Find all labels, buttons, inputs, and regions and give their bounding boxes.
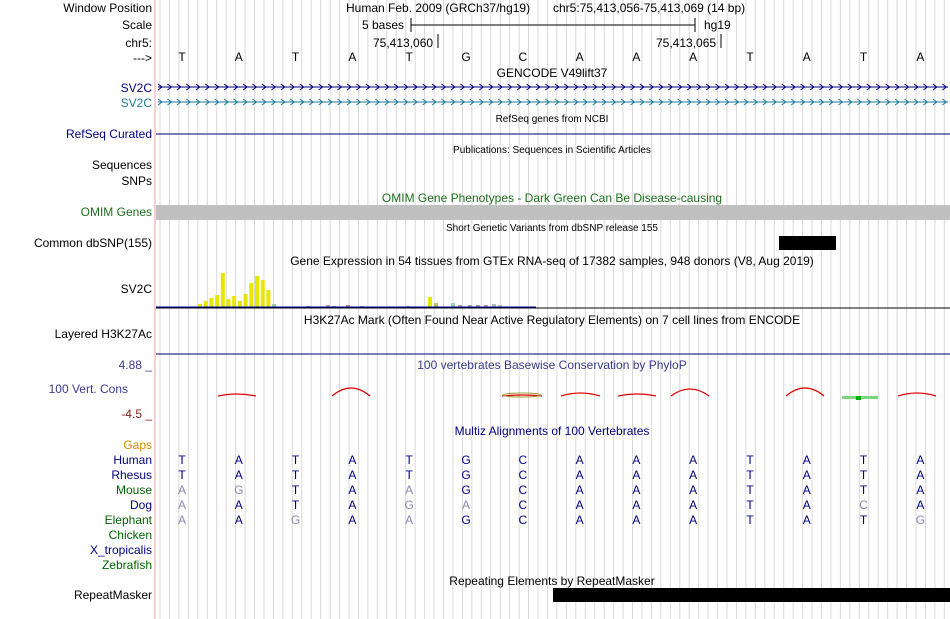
aligned-base: T <box>746 468 754 482</box>
phylop-peak <box>332 388 370 396</box>
base-letter: T <box>746 50 754 64</box>
aligned-base: T <box>291 468 300 482</box>
aligned-base: T <box>859 453 868 467</box>
aligned-base: A <box>177 483 187 497</box>
aligned-base: A <box>461 498 471 512</box>
aligned-base: A <box>348 468 357 482</box>
phylop-peak <box>502 395 542 396</box>
repeatmasker-track-title[interactable]: Repeating Elements by RepeatMasker <box>449 574 655 588</box>
position-tick-2: 75,413,065 <box>656 36 717 50</box>
phylop-max-label: 4.88 _ <box>118 358 152 372</box>
gtex-expression-plot[interactable] <box>156 266 950 310</box>
species-label-dog[interactable]: Dog <box>129 498 152 512</box>
gtex-track-title[interactable]: Gene Expression in 54 tissues from GTEx RNA-seq of 17382 samples, 948 donors (V8, Aug 2019) <box>290 254 814 268</box>
aligned-base: T <box>746 483 754 497</box>
aligned-base: A <box>689 498 698 512</box>
chrom-label: chr5: <box>125 36 152 50</box>
aligned-base: A <box>632 468 641 482</box>
base-letter: C <box>518 50 528 64</box>
aligned-base: A <box>632 453 641 467</box>
aligned-base: A <box>234 453 243 467</box>
aligned-base: A <box>348 513 357 527</box>
aligned-base: A <box>234 498 243 512</box>
base-letter: A <box>916 50 925 64</box>
aligned-base: A <box>348 483 357 497</box>
aligned-base: A <box>234 468 243 482</box>
aligned-base: A <box>802 498 811 512</box>
aligned-base: G <box>461 453 471 467</box>
gtex-tissue-bar <box>428 297 432 307</box>
gtex-tissue-bar <box>244 294 248 307</box>
refseq-track-title[interactable]: RefSeq genes from NCBI <box>495 114 609 125</box>
aligned-base: G <box>461 513 471 527</box>
phylop-peak <box>786 388 824 396</box>
h3k27ac-track-title[interactable]: H3K27Ac Mark (Often Found Near Active Regulatory Elements) on 7 cell lines from ENCODE <box>303 313 801 327</box>
gtex-tissue-bar <box>266 290 270 307</box>
aligned-base: A <box>802 453 811 467</box>
aligned-base: A <box>689 453 698 467</box>
aligned-base: A <box>405 513 414 527</box>
gtex-tissue-bar <box>451 303 455 307</box>
position-tick-1: 75,413,060 <box>373 36 434 50</box>
aligned-base: T <box>178 468 186 482</box>
common-dbsnp-label[interactable]: Common dbSNP(155) <box>33 236 152 250</box>
base-letter: T <box>405 50 413 64</box>
gaps-label[interactable]: Gaps <box>123 438 152 452</box>
aligned-base: C <box>518 513 528 527</box>
repeatmasker-label[interactable]: RepeatMasker <box>73 588 152 602</box>
aligned-base: A <box>689 468 698 482</box>
aligned-base: A <box>234 513 243 527</box>
gene-label-sv2c-2[interactable]: SV2C <box>120 96 152 110</box>
phylop-peak <box>671 389 709 396</box>
base-letter: A <box>234 50 243 64</box>
scale-bases: 5 bases <box>362 18 405 32</box>
gencode-gene-features[interactable] <box>156 80 950 110</box>
aligned-base: A <box>575 453 584 467</box>
aligned-base: G <box>404 498 414 512</box>
base-letter: A <box>632 50 641 64</box>
aligned-base: G <box>461 468 471 482</box>
gtex-tissue-bar <box>434 303 438 307</box>
publications-track-title[interactable]: Publications: Sequences in Scientific Articles <box>453 145 651 156</box>
aligned-base: A <box>632 513 641 527</box>
aligned-base: T <box>291 453 300 467</box>
scale-db: hg19 <box>704 18 731 32</box>
aligned-base: A <box>177 498 187 512</box>
gtex-tissue-bar <box>204 301 208 307</box>
aligned-base: T <box>859 468 868 482</box>
aligned-base: C <box>518 453 528 467</box>
gtex-tissue-bar <box>255 276 259 307</box>
aligned-base: G <box>461 483 471 497</box>
snps-label[interactable]: SNPs <box>121 174 152 188</box>
aligned-base: T <box>746 453 754 467</box>
gtex-tissue-bar <box>249 283 253 307</box>
omim-genes-label[interactable]: OMIM Genes <box>80 205 152 219</box>
aligned-base: A <box>916 453 925 467</box>
gene-label-sv2c-1[interactable]: SV2C <box>120 81 152 95</box>
dbsnp-variant-block[interactable] <box>779 236 836 250</box>
aligned-base: A <box>802 483 811 497</box>
aligned-base: C <box>859 498 868 512</box>
repeat-element-block[interactable] <box>553 588 950 602</box>
scale-bar <box>410 17 700 33</box>
base-letter: A <box>802 50 811 64</box>
vert-cons-label[interactable]: 100 Vert. Cons <box>48 382 128 396</box>
layered-h3k27ac-label[interactable]: Layered H3K27Ac <box>54 327 152 341</box>
aligned-base: A <box>348 498 357 512</box>
species-label-mouse[interactable]: Mouse <box>115 483 152 497</box>
aligned-base: A <box>802 513 811 527</box>
aligned-base: A <box>802 468 811 482</box>
aligned-base: C <box>518 483 528 497</box>
omim-feature-bar[interactable] <box>156 205 950 220</box>
phylop-conservation-plot[interactable] <box>156 380 950 410</box>
aligned-base: G <box>234 483 244 497</box>
omim-track-title[interactable]: OMIM Gene Phenotypes - Dark Green Can Be Disease-causing <box>381 191 723 205</box>
base-letter: A <box>348 50 357 64</box>
assembly-title: Human Feb. 2009 (GRCh37/hg19) <box>346 1 531 15</box>
gtex-tissue-bar <box>209 298 213 307</box>
aligned-base: T <box>291 483 300 497</box>
aligned-base: A <box>348 453 357 467</box>
species-label-human[interactable]: Human <box>113 453 152 467</box>
gtex-tissue-bar <box>227 299 231 307</box>
phylop-negative-mark <box>856 396 861 400</box>
species-label-zebrafish[interactable]: Zebrafish <box>101 558 152 572</box>
gtex-gene-label[interactable]: SV2C <box>120 282 152 296</box>
aligned-base: C <box>518 498 528 512</box>
aligned-base: T <box>405 468 413 482</box>
phylop-min-label: -4.5 _ <box>121 407 152 421</box>
dbsnp-track-title[interactable]: Short Genetic Variants from dbSNP release 155 <box>446 223 658 234</box>
phylop-track-title[interactable]: 100 vertebrates Basewise Conservation by PhyloP <box>417 358 687 372</box>
aligned-base: A <box>575 498 584 512</box>
phylop-peak <box>218 394 256 396</box>
aligned-base: T <box>746 513 754 527</box>
aligned-base: A <box>916 498 925 512</box>
base-letter: T <box>859 50 868 64</box>
aligned-base: A <box>405 483 414 497</box>
phylop-peak <box>561 393 600 396</box>
phylop-peak <box>898 393 936 396</box>
aligned-base: T <box>405 453 413 467</box>
species-label-rhesus[interactable]: Rhesus <box>111 468 152 482</box>
aligned-base: T <box>291 498 300 512</box>
aligned-base: A <box>575 483 584 497</box>
aligned-base: A <box>916 468 925 482</box>
aligned-base: A <box>916 483 925 497</box>
h3k27ac-baseline <box>156 352 950 356</box>
aligned-base: A <box>632 483 641 497</box>
window-position-label: Window Position <box>63 1 152 15</box>
base-letter: T <box>178 50 186 64</box>
aligned-base: T <box>178 453 186 467</box>
species-label-x_tropicalis[interactable]: X_tropicalis <box>89 543 152 557</box>
aligned-base: C <box>518 468 528 482</box>
base-letter: T <box>291 50 300 64</box>
position-range[interactable]: chr5:75,413,056-75,413,069 (14 bp) <box>553 1 746 15</box>
aligned-base: T <box>746 498 754 512</box>
base-letter: G <box>461 50 471 64</box>
scale-label: Scale <box>121 18 152 32</box>
tick-mark-1 <box>436 34 440 50</box>
tick-mark-2 <box>719 34 723 50</box>
aligned-base: A <box>689 483 698 497</box>
aligned-base: A <box>689 513 698 527</box>
gtex-tissue-bar <box>261 280 265 307</box>
gtex-tissue-bar <box>221 273 225 307</box>
species-label-chicken[interactable]: Chicken <box>108 528 152 542</box>
gencode-track-title[interactable]: GENCODE V49lift37 <box>496 66 608 80</box>
species-label-elephant[interactable]: Elephant <box>104 513 152 527</box>
phylop-peak <box>618 394 656 396</box>
sequences-label[interactable]: Sequences <box>91 158 152 172</box>
base-letter: A <box>575 50 584 64</box>
aligned-base: G <box>915 513 926 527</box>
aligned-base: T <box>859 483 868 497</box>
aligned-base: A <box>177 513 187 527</box>
aligned-base: G <box>290 513 301 527</box>
gtex-tissue-bar <box>215 295 219 307</box>
aligned-base: A <box>575 468 584 482</box>
refseq-curated-label[interactable]: RefSeq Curated <box>65 127 152 141</box>
aligned-base: T <box>859 513 868 527</box>
base-letter: A <box>689 50 698 64</box>
gtex-tissue-bar <box>232 296 236 307</box>
gtex-tissue-bar <box>238 301 242 307</box>
refseq-gene-line[interactable] <box>156 132 950 136</box>
strand-arrow-label: ---> <box>133 51 152 65</box>
aligned-base: A <box>632 498 641 512</box>
aligned-base: A <box>575 513 584 527</box>
multiz-track-title[interactable]: Multiz Alignments of 100 Vertebrates <box>454 424 650 438</box>
